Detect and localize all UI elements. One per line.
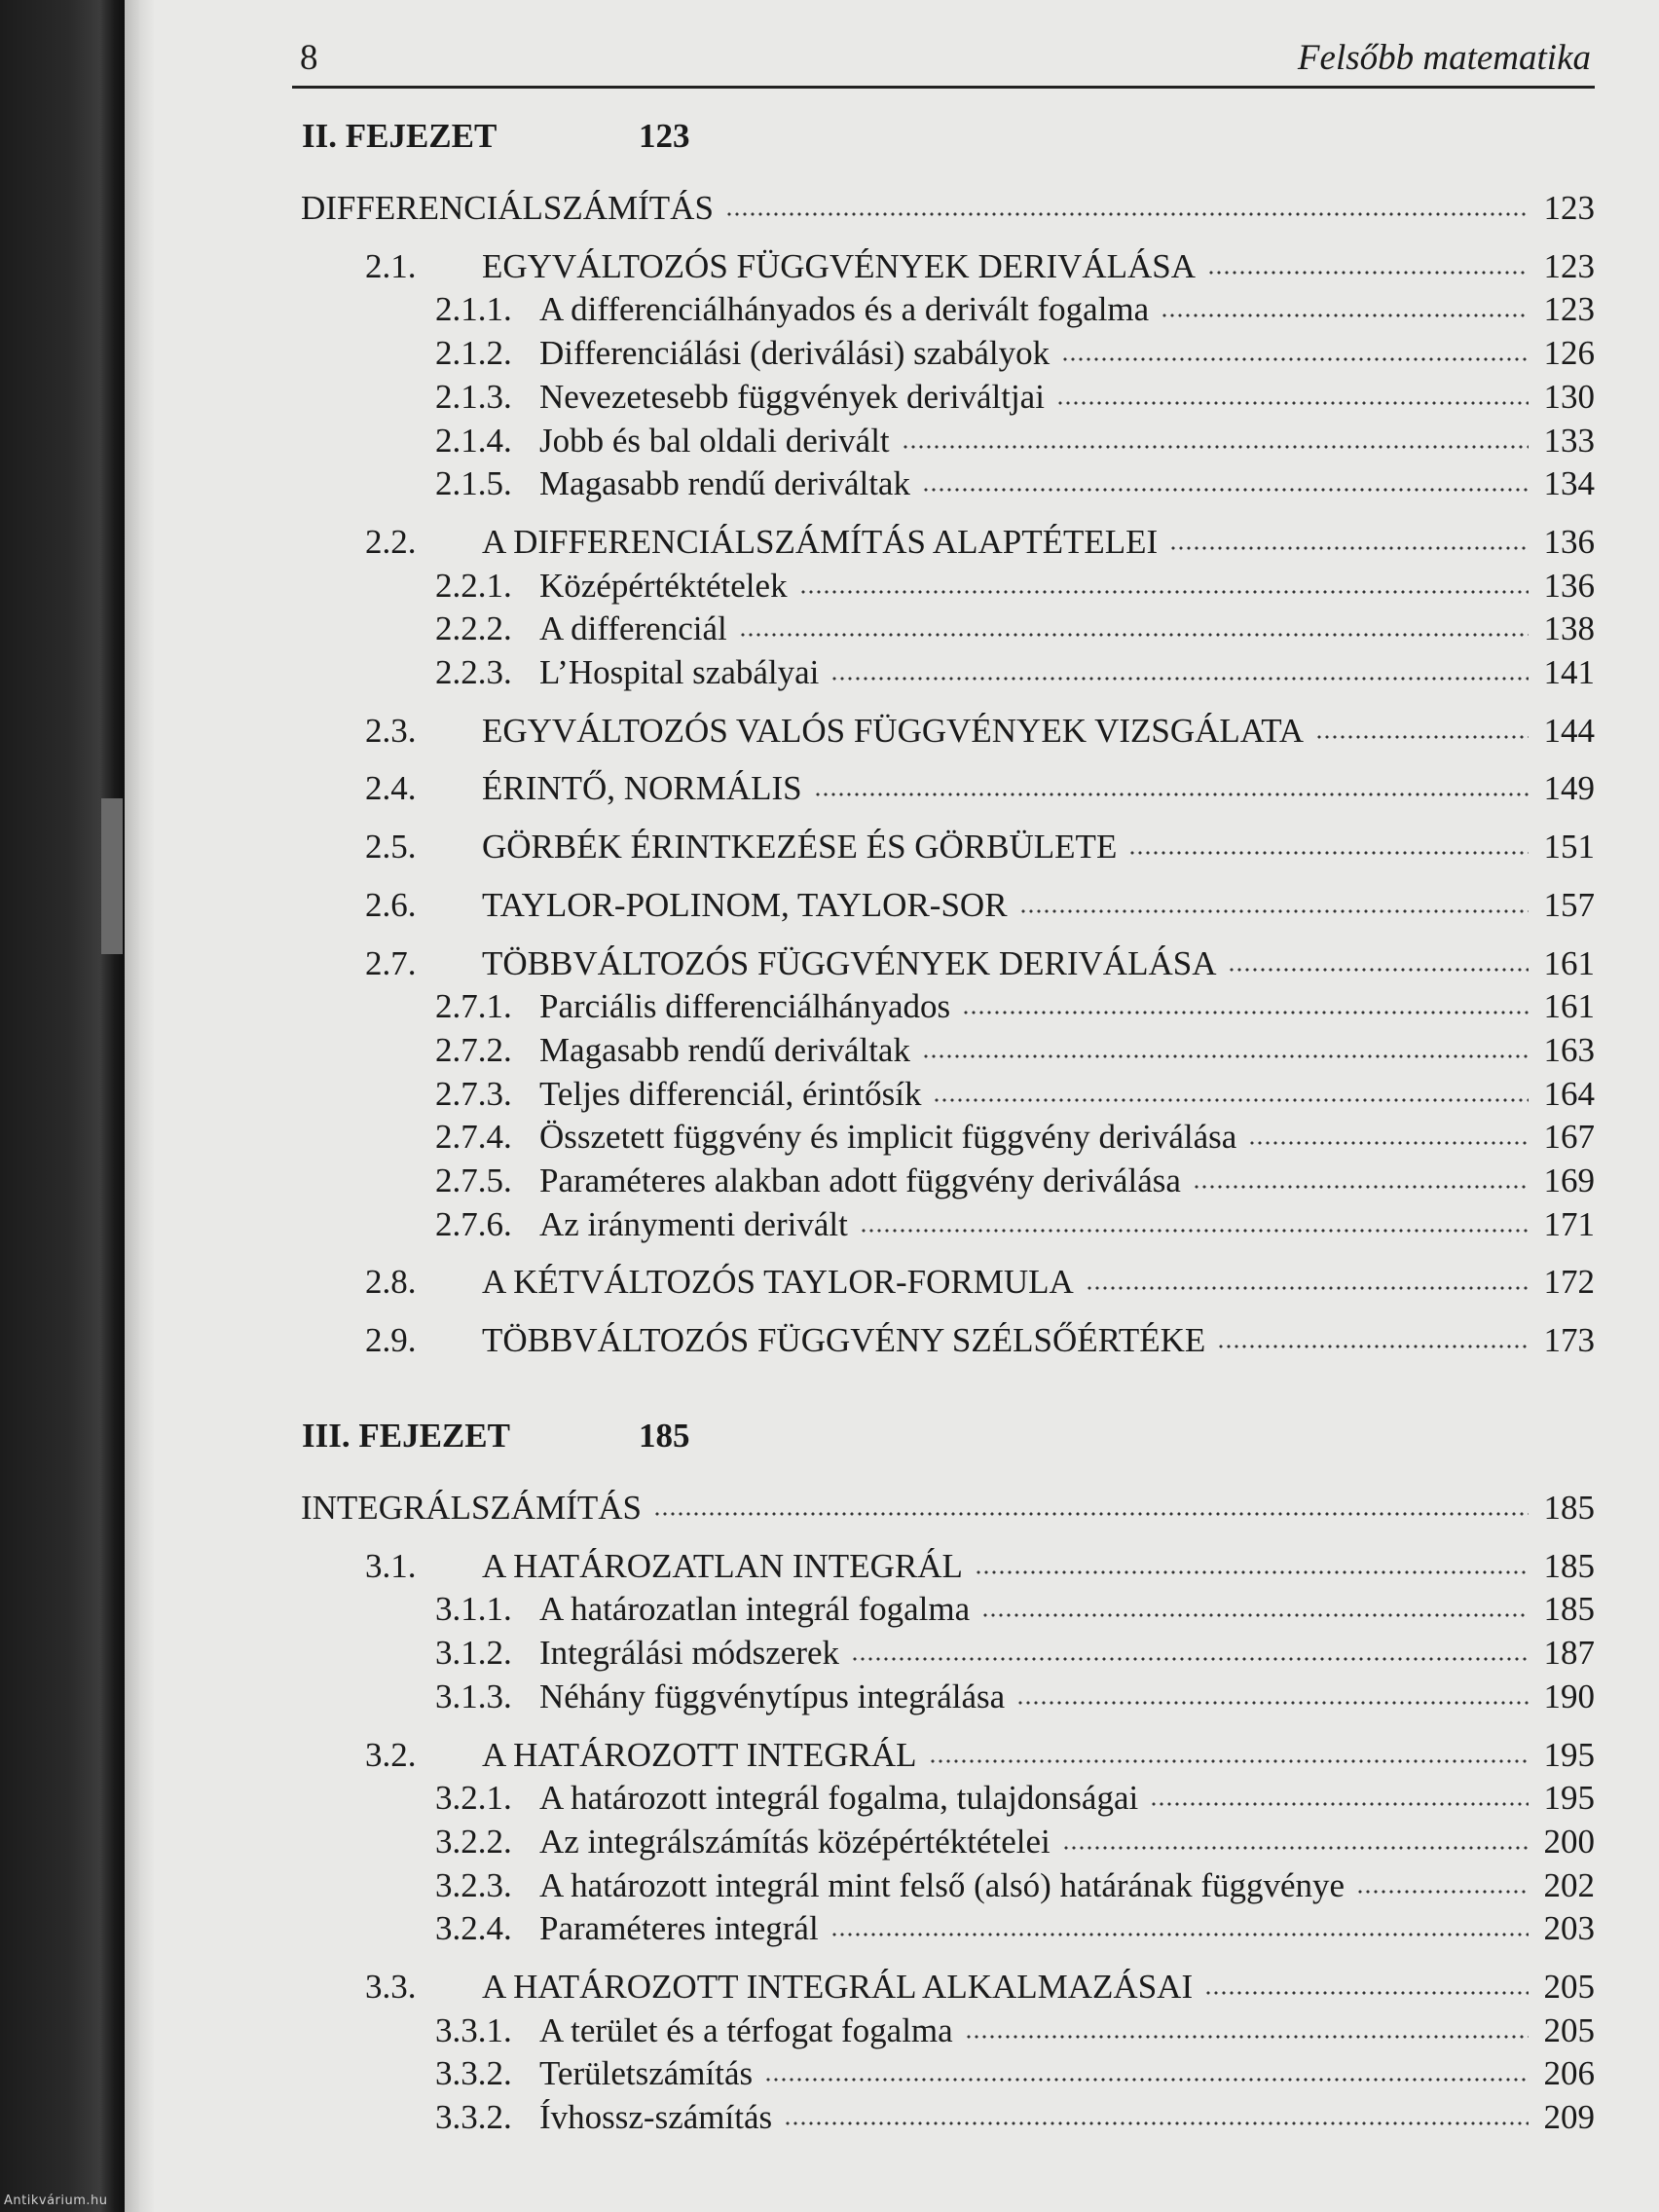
entry-title: A határozott integrál fogalma, tulajdonságai — [539, 1779, 1139, 1818]
entry-title: Differenciálási (deriválási) szabályok — [539, 334, 1051, 373]
entry-number: 3.2.1. — [435, 1779, 512, 1818]
dot-leader — [1128, 848, 1529, 858]
toc-section-entry[interactable] — [0, 1545, 1595, 1588]
chapter-page: 123 — [639, 117, 690, 155]
entry-title: Magasabb rendű deriváltak — [539, 464, 910, 503]
entry-title: Néhány függvénytípus integrálása — [539, 1677, 1006, 1715]
toc-subsection-entry[interactable] — [0, 608, 1595, 650]
entry-number: 3.3.1. — [435, 2010, 512, 2049]
toc-section-entry[interactable] — [0, 1734, 1595, 1777]
toc-subsection-entry[interactable] — [0, 420, 1595, 462]
entry-title: L’Hospital szabályai — [539, 653, 820, 691]
entry-number: 2.7.1. — [435, 987, 512, 1026]
dot-leader — [975, 1567, 1529, 1577]
toc-subsection-entry[interactable] — [0, 1073, 1595, 1116]
entry-number: 2.1.5. — [435, 464, 512, 503]
dot-leader — [1193, 1182, 1529, 1192]
toc-subsection-entry[interactable] — [0, 1907, 1595, 1950]
entry-page: 205 — [1543, 2010, 1595, 2049]
entry-title: Területszámítás — [539, 2054, 754, 2093]
entry-title: Az iránymenti derivált — [539, 1204, 848, 1243]
entry-page: 202 — [1543, 1865, 1595, 1904]
dot-leader — [929, 1756, 1529, 1766]
entry-page: 157 — [1543, 885, 1595, 924]
entry-page: 151 — [1543, 828, 1595, 866]
entry-title: INTEGRÁLSZÁMÍTÁS — [301, 1489, 642, 1527]
toc-subsection-entry[interactable] — [0, 1777, 1595, 1820]
entry-page: 172 — [1543, 1263, 1595, 1302]
entry-number: 2.7.4. — [435, 1118, 512, 1157]
dot-leader — [1150, 1799, 1529, 1809]
entry-title: A határozatlan integrál fogalma — [539, 1590, 971, 1629]
entry-page: 203 — [1543, 1909, 1595, 1948]
dot-leader — [764, 2075, 1529, 2084]
toc-section-entry[interactable] — [0, 1966, 1595, 2009]
entry-page: 130 — [1543, 377, 1595, 416]
dot-leader — [922, 485, 1529, 495]
dot-leader — [1019, 906, 1529, 916]
dot-leader — [799, 587, 1529, 597]
entry-title: Jobb és bal oldali derivált — [539, 421, 890, 460]
toc-section-entry[interactable] — [0, 767, 1595, 810]
dot-leader — [933, 1095, 1529, 1105]
entry-page: 161 — [1543, 987, 1595, 1026]
entry-number: 2.7.5. — [435, 1161, 512, 1199]
toc-subsection-entry[interactable] — [0, 1821, 1595, 1863]
chapter-heading — [302, 117, 690, 156]
toc-section-entry[interactable] — [0, 710, 1595, 753]
dot-leader — [860, 1226, 1529, 1235]
toc-subsection-entry[interactable] — [0, 376, 1595, 419]
entry-title: Az integrálszámítás középértéktételei — [539, 1822, 1051, 1861]
dot-leader — [1056, 398, 1529, 408]
entry-number: 3.3.2. — [435, 2054, 512, 2093]
dot-leader — [1062, 1843, 1529, 1853]
entry-title: Parciális differenciálhányados — [539, 987, 951, 1026]
toc-main-entry[interactable] — [0, 1487, 1595, 1530]
entry-title: TAYLOR-POLINOM, TAYLOR-SOR — [482, 885, 1008, 924]
dot-leader — [1217, 1342, 1529, 1351]
dot-leader — [902, 442, 1529, 452]
dot-leader — [653, 1509, 1529, 1519]
entry-title: A differenciálhányados és a derivált fogalma — [539, 290, 1150, 329]
entry-number: 2.2.3. — [435, 653, 512, 691]
entry-page: 171 — [1543, 1204, 1595, 1243]
dot-leader — [814, 790, 1529, 799]
entry-number: 3.1.3. — [435, 1677, 512, 1715]
toc-section-entry[interactable] — [0, 521, 1595, 564]
toc-subsection-entry[interactable] — [0, 1864, 1595, 1907]
dot-leader — [830, 1930, 1529, 1939]
entry-number: 3.1. — [365, 1546, 417, 1585]
entry-page: 134 — [1543, 464, 1595, 503]
entry-title: Nevezetesebb függvények deriváltjai — [539, 377, 1045, 416]
entry-number: 2.2. — [365, 522, 417, 561]
toc-subsection-entry[interactable] — [0, 332, 1595, 375]
entry-number: 3.1.1. — [435, 1590, 512, 1629]
entry-title: TÖBBVÁLTOZÓS FÜGGVÉNYEK DERIVÁLÁSA — [482, 943, 1217, 982]
entry-number: 2.9. — [365, 1321, 417, 1360]
toc-section-entry[interactable] — [0, 1319, 1595, 1362]
entry-number: 2.6. — [365, 885, 417, 924]
entry-number: 3.2.2. — [435, 1822, 512, 1861]
toc-subsection-entry[interactable] — [0, 565, 1595, 608]
entry-number: 3.1.2. — [435, 1634, 512, 1673]
entry-title: DIFFERENCIÁLSZÁMÍTÁS — [301, 189, 714, 227]
dot-leader — [1086, 1283, 1529, 1293]
entry-title: A terület és a térfogat fogalma — [539, 2010, 953, 2049]
entry-number: 2.7.2. — [435, 1030, 512, 1069]
entry-number: 2.1.3. — [435, 377, 512, 416]
entry-number: 2.7.3. — [435, 1074, 512, 1113]
toc-section-entry[interactable] — [0, 884, 1595, 927]
entry-title: Középértéktételek — [539, 566, 788, 605]
entry-page: 136 — [1543, 566, 1595, 605]
toc-subsection-entry[interactable] — [0, 1588, 1595, 1631]
dot-leader — [851, 1654, 1529, 1664]
entry-page: 141 — [1543, 653, 1595, 691]
chapter-label: II. FEJEZET — [302, 117, 498, 155]
entry-title: Paraméteres alakban adott függvény deriválása — [539, 1161, 1181, 1199]
entry-number: 2.1.1. — [435, 290, 512, 329]
entry-page: 123 — [1543, 189, 1595, 227]
entry-page: 206 — [1543, 2054, 1595, 2093]
entry-page: 169 — [1543, 1161, 1595, 1199]
toc-section-entry[interactable] — [0, 1261, 1595, 1304]
dot-leader — [1356, 1887, 1529, 1897]
toc-subsection-entry[interactable] — [0, 288, 1595, 331]
dot-leader — [1061, 354, 1529, 364]
toc-section-entry[interactable] — [0, 942, 1595, 985]
entry-title: A differenciál — [539, 609, 727, 648]
entry-title: Összetett függvény és implicit függvény deriválása — [539, 1118, 1237, 1157]
toc-subsection-entry[interactable] — [0, 1029, 1595, 1072]
entry-page: 163 — [1543, 1030, 1595, 1069]
toc-main-entry[interactable] — [0, 187, 1595, 230]
entry-page: 200 — [1543, 1822, 1595, 1861]
entry-title: A HATÁROZOTT INTEGRÁL — [482, 1735, 917, 1774]
dot-leader — [965, 2032, 1529, 2042]
entry-number: 2.4. — [365, 769, 417, 808]
dot-leader — [784, 2119, 1529, 2128]
entry-title: Integrálási módszerek — [539, 1634, 840, 1673]
dot-leader — [981, 1610, 1529, 1620]
entry-title: EGYVÁLTOZÓS FÜGGVÉNYEK DERIVÁLÁSA — [482, 246, 1197, 285]
entry-title: EGYVÁLTOZÓS VALÓS FÜGGVÉNYEK VIZSGÁLATA — [482, 711, 1305, 750]
dot-leader — [1228, 965, 1529, 975]
dot-leader — [1161, 311, 1529, 320]
entry-number: 2.1. — [365, 246, 417, 285]
header-rule — [292, 86, 1595, 89]
toc-section-entry[interactable] — [0, 245, 1595, 288]
dot-leader — [1016, 1698, 1529, 1708]
entry-number: 3.2.4. — [435, 1909, 512, 1948]
page-number: 8 — [300, 38, 318, 78]
entry-page: 185 — [1543, 1489, 1595, 1527]
entry-title: A HATÁROZATLAN INTEGRÁL — [482, 1546, 963, 1585]
dot-leader — [1315, 732, 1529, 742]
chapter-label: III. FEJEZET — [302, 1417, 510, 1455]
entry-title: TÖBBVÁLTOZÓS FÜGGVÉNY SZÉLSŐÉRTÉKE — [482, 1321, 1206, 1360]
entry-number: 3.2. — [365, 1735, 417, 1774]
entry-page: 173 — [1543, 1321, 1595, 1360]
entry-number: 2.2.2. — [435, 609, 512, 648]
toc-subsection-entry[interactable] — [0, 462, 1595, 505]
entry-number: 3.2.3. — [435, 1865, 512, 1904]
toc-subsection-entry[interactable] — [0, 1203, 1595, 1246]
entry-title: A DIFFERENCIÁLSZÁMÍTÁS ALAPTÉTELEI — [482, 522, 1159, 561]
dot-leader — [739, 630, 1529, 640]
entry-number: 2.8. — [365, 1263, 417, 1302]
dot-leader — [1169, 543, 1529, 553]
watermark: Antikvárium.hu — [4, 2194, 108, 2208]
entry-title: ÉRINTŐ, NORMÁLIS — [482, 769, 802, 808]
entry-title: Magasabb rendű deriváltak — [539, 1030, 910, 1069]
entry-number: 2.1.4. — [435, 421, 512, 460]
dot-leader — [922, 1051, 1529, 1061]
entry-page: 161 — [1543, 943, 1595, 982]
entry-title: A határozott integrál mint felső (alsó) határának függvénye — [539, 1865, 1346, 1904]
entry-page: 205 — [1543, 1968, 1595, 2006]
entry-page: 123 — [1543, 290, 1595, 329]
entry-page: 185 — [1543, 1546, 1595, 1585]
entry-number: 2.5. — [365, 828, 417, 866]
entry-title: A HATÁROZOTT INTEGRÁL ALKALMAZÁSAI — [482, 1968, 1194, 2006]
entry-title: Teljes differenciál, érintősík — [539, 1074, 922, 1113]
toc-subsection-entry[interactable] — [0, 1676, 1595, 1718]
entry-page: 187 — [1543, 1634, 1595, 1673]
entry-page: 136 — [1543, 522, 1595, 561]
dot-leader — [1204, 1988, 1529, 1998]
entry-number: 3.3. — [365, 1968, 417, 2006]
entry-page: 138 — [1543, 609, 1595, 648]
entry-page: 133 — [1543, 421, 1595, 460]
entry-page: 195 — [1543, 1735, 1595, 1774]
toc-section-entry[interactable] — [0, 826, 1595, 868]
toc-subsection-entry[interactable] — [0, 985, 1595, 1028]
chapter-page: 185 — [639, 1417, 690, 1455]
entry-page: 123 — [1543, 246, 1595, 285]
entry-page: 190 — [1543, 1677, 1595, 1715]
toc-subsection-entry[interactable] — [0, 651, 1595, 694]
entry-number: 3.3.2. — [435, 2098, 512, 2137]
chapter-heading — [302, 1417, 690, 1456]
entry-page: 195 — [1543, 1779, 1595, 1818]
dot-leader — [962, 1008, 1529, 1017]
entry-page: 209 — [1543, 2098, 1595, 2137]
entry-title: A KÉTVÁLTOZÓS TAYLOR-FORMULA — [482, 1263, 1074, 1302]
toc-subsection-entry[interactable] — [0, 1632, 1595, 1675]
entry-page: 149 — [1543, 769, 1595, 808]
entry-page: 167 — [1543, 1118, 1595, 1157]
entry-page: 144 — [1543, 711, 1595, 750]
entry-title: GÖRBÉK ÉRINTKEZÉSE ÉS GÖRBÜLETE — [482, 828, 1118, 866]
entry-title: Ívhossz-számítás — [539, 2098, 773, 2137]
dot-leader — [725, 209, 1529, 219]
toc-subsection-entry[interactable] — [0, 2096, 1595, 2139]
toc-subsection-entry[interactable] — [0, 2009, 1595, 2052]
running-head-title: Felsőbb matematika — [1297, 38, 1591, 78]
entry-page: 126 — [1543, 334, 1595, 373]
toc-subsection-entry[interactable] — [0, 2052, 1595, 2095]
dot-leader — [830, 674, 1529, 683]
entry-page: 164 — [1543, 1074, 1595, 1113]
entry-number: 2.7. — [365, 943, 417, 982]
entry-page: 185 — [1543, 1590, 1595, 1629]
dot-leader — [1207, 268, 1529, 277]
toc-subsection-entry[interactable] — [0, 1116, 1595, 1159]
entry-number: 2.7.6. — [435, 1204, 512, 1243]
dot-leader — [1248, 1138, 1529, 1148]
entry-title: Paraméteres integrál — [539, 1909, 819, 1948]
toc-subsection-entry[interactable] — [0, 1160, 1595, 1202]
entry-number: 2.3. — [365, 711, 417, 750]
entry-number: 2.1.2. — [435, 334, 512, 373]
entry-number: 2.2.1. — [435, 566, 512, 605]
